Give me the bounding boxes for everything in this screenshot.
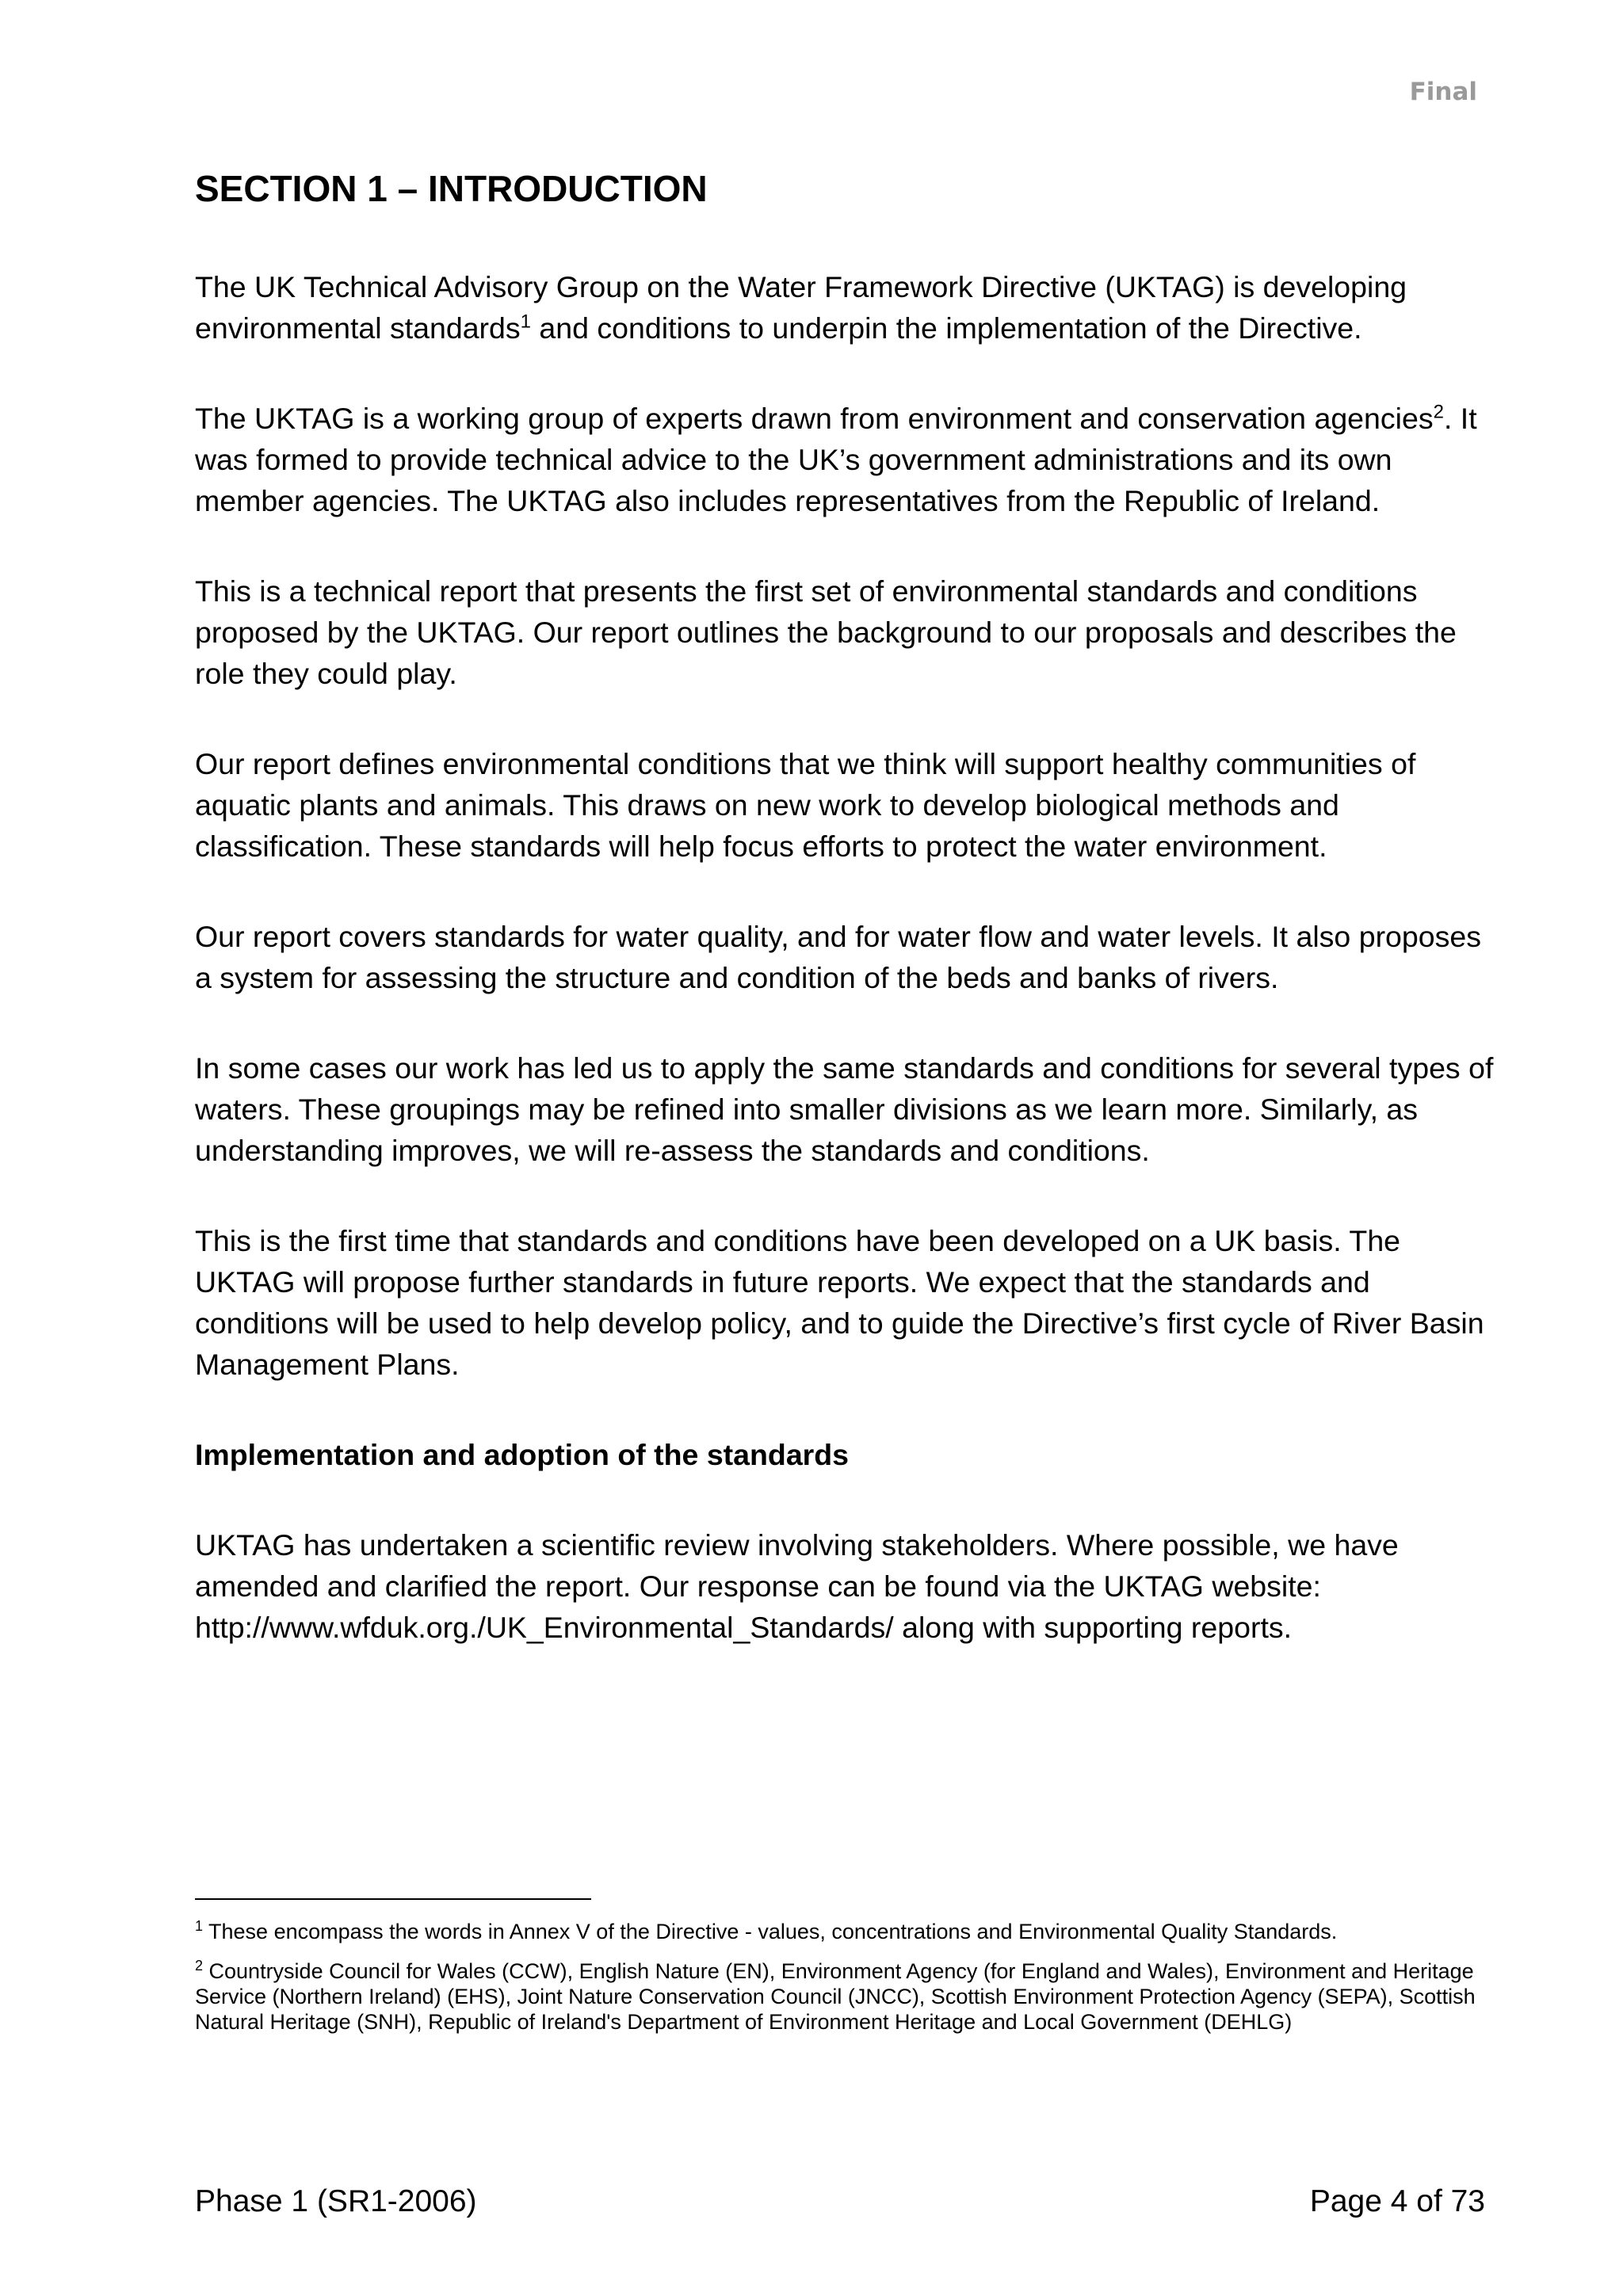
footnote-divider bbox=[195, 1898, 591, 1900]
subsection-heading: Implementation and adoption of the standards bbox=[195, 1438, 850, 1471]
footnote-2 bbox=[195, 1958, 1495, 2035]
intro-paragraph-1 bbox=[195, 266, 1495, 349]
page-body bbox=[195, 166, 1495, 1697]
footnote-number: 1 bbox=[195, 1918, 204, 1934]
intro-paragraph-7: This is the first time that standards and conditions have been developed on a UK basis. The UKTAG will propose further standards in future reports. We expect that the standards and conditions will be used to help develop policy, and to guide the Directive’s first cycle of River Basin Management Plans. bbox=[195, 1224, 1484, 1381]
footnote-text: Countryside Council for Wales (CCW), English Nature (EN), Environment Agency (for England and Wales), Environment and Heritage Service (Northern Ireland) (EHS), Joint Nature Conservation Council (JNCC), Scottish Environment Protection Agency (SEPA), Scottish Natural Heritage (SNH), Republic of Ireland's Department of Environment Heritage and Local Government (DEHLG) bbox=[195, 1959, 1476, 2034]
footnote-number: 2 bbox=[195, 1958, 204, 1974]
paragraph-text: The UK Technical Advisory Group on the Water Framework Directive (UKTAG) is developing environmental standards bbox=[195, 270, 1407, 345]
footer-document-reference: Phase 1 (SR1-2006) bbox=[195, 2184, 477, 2218]
document-status-label: Final bbox=[1409, 78, 1477, 106]
footer-page-number: Page 4 of 73 bbox=[1309, 2184, 1485, 2218]
intro-paragraph-2 bbox=[195, 398, 1495, 521]
intro-paragraph-4: Our report defines environmental conditions that we think will support healthy communities of aquatic plants and animals. This draws on new work to develop biological methods and classification. These standards will help focus efforts to protect the water environment. bbox=[195, 747, 1416, 863]
intro-paragraph-6: In some cases our work has led us to apply the same standards and conditions for several types of waters. These groupings may be refined into smaller divisions as we learn more. Similarly, as understanding improves, we will re-assess the standards and conditions. bbox=[195, 1051, 1494, 1167]
footnote-ref-1[interactable]: 1 bbox=[520, 311, 532, 333]
intro-paragraph-5: Our report covers standards for water quality, and for water flow and water levels. It also proposes a system for assessing the structure and condition of the beds and banks of rivers. bbox=[195, 920, 1481, 994]
footnote-1 bbox=[195, 1919, 1495, 1944]
footnote-ref-2[interactable]: 2 bbox=[1433, 401, 1444, 423]
footnotes bbox=[195, 1919, 1495, 2049]
paragraph-text: and conditions to underpin the implementation of the Directive. bbox=[531, 311, 1362, 345]
paragraph-text: The UKTAG is a working group of experts drawn from environment and conservation agencies bbox=[195, 402, 1434, 435]
intro-paragraph-3: This is a technical report that presents the first set of environmental standards and conditions proposed by the UKTAG. Our report outlines the background to our proposals and describes the role they could play. bbox=[195, 574, 1457, 690]
paragraph-text: . It was formed to provide technical advice to the UK’s government administrations and its own member agencies. The UKTAG also includes representatives from the Republic of Ireland. bbox=[195, 402, 1477, 517]
subsection-paragraph: UKTAG has undertaken a scientific review involving stakeholders. Where possible, we have amended and clarified the report. Our response can be found via the UKTAG website: http://www.wfduk.org./UK_Environmental_Standards/ along with supporting reports. bbox=[195, 1528, 1399, 1644]
section-title: SECTION 1 – INTRODUCTION bbox=[195, 168, 708, 209]
footnote-text: These encompass the words in Annex V of the Directive - values, concentrations and Environmental Quality Standards. bbox=[203, 1920, 1338, 1943]
